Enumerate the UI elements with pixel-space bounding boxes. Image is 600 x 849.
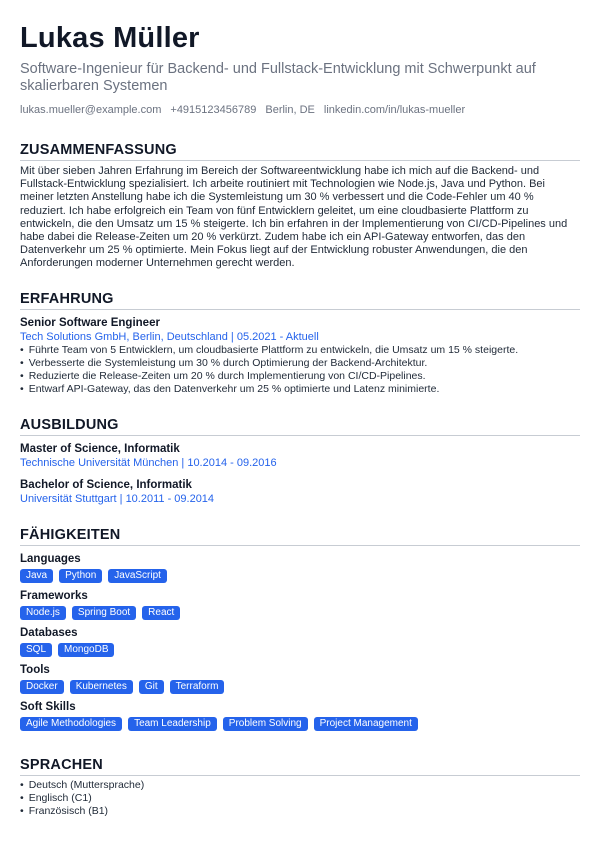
education-heading: AUSBILDUNG (20, 417, 580, 436)
job-bullets (20, 344, 580, 396)
contact-line (20, 104, 580, 116)
summary-heading: ZUSAMMENFASSUNG (20, 142, 580, 161)
skill-tags (20, 643, 580, 657)
job-bullet: • Verbesserte die Systemleistung um 30 % durch Optimierung der Backend-Architektur. (20, 357, 580, 370)
skill-category-name: Soft Skills (20, 700, 76, 713)
job-bullet: • Reduzierte die Release-Zeiten um 20 % durch Implementierung von CI/CD-Pipelines. (20, 370, 580, 383)
skill-category (20, 552, 580, 583)
experience-heading: ERFAHRUNG (20, 291, 580, 310)
skill-category-name: Frameworks (20, 589, 88, 602)
summary-section (20, 142, 580, 271)
skill-category-name: Languages (20, 552, 81, 565)
language-item: • Deutsch (Muttersprache) (20, 779, 580, 792)
skill-category (20, 700, 580, 731)
skill-tags (20, 606, 580, 620)
skill-tag: Terraform (170, 680, 225, 694)
candidate-name: Lukas Müller (20, 22, 200, 54)
skill-category-name: Tools (20, 663, 50, 676)
skill-tag: Docker (20, 680, 64, 694)
education-section (20, 417, 580, 506)
contact-linkedin[interactable]: linkedin.com/in/lukas-mueller (323, 104, 466, 116)
contact-email[interactable]: lukas.mueller@example.com (20, 104, 162, 116)
skills-heading: FÄHIGKEITEN (20, 527, 580, 546)
skill-tag: React (142, 606, 180, 620)
job-entry (20, 316, 580, 396)
skill-category (20, 626, 580, 657)
resume-header (20, 20, 580, 116)
language-item: • Englisch (C1) (20, 792, 580, 805)
language-list (20, 779, 580, 818)
skill-tag: SQL (20, 643, 52, 657)
job-bullet: • Führte Team von 5 Entwicklern, um cloudbasierte Plattform zu entwickeln, die Umsatz um 15 % steigerte. (20, 344, 580, 357)
skill-tag: Git (139, 680, 164, 694)
skill-tag: Python (59, 569, 102, 583)
skill-tag: Spring Boot (72, 606, 136, 620)
education-meta: Technische Universität München | 10.2014 - 09.2016 (20, 456, 277, 469)
skill-tag: Kubernetes (70, 680, 133, 694)
education-entry (20, 478, 580, 506)
languages-section (20, 757, 580, 818)
summary-text: Mit über sieben Jahren Erfahrung im Bereich der Softwareentwicklung habe ich mich auf die Backend- und Fullstack-Entwicklung spezialisiert. Ich arbeite routiniert mit Technologien wie Node.js, Java und Python. Bei meiner letzten Anstellung habe ich die Systemleistung um 30 % verbessert und die Code-Fehler um 40 % reduziert. Ich habe erfolgreich ein Team von fünf Entwicklern geleitet, um eine cloudbasierte Plattform zu entwickeln, die den Umsatz um 15 % steigerte. Ich bin erfahren in der Implementierung von CI/CD-Pipelines und habe dabei die Release-Zeiten um 20 % verkürzt. Zudem habe ich ein API-Gateway entworfen, das den Datenverkehr um 25 % optimierte. Mein Fokus liegt auf der Entwicklung robuster Anwendungen, die den Anforderungen moderner Unternehmen gerecht werden. (20, 165, 568, 270)
skill-tag: Node.js (20, 606, 66, 620)
education-entry (20, 442, 580, 470)
skill-tags (20, 569, 580, 583)
skill-tag: JavaScript (108, 569, 167, 583)
job-bullet: • Entwarf API-Gateway, das den Datenverkehr um 25 % optimierte und Latenz minimierte. (20, 383, 580, 396)
experience-section (20, 291, 580, 396)
skill-tags (20, 680, 580, 694)
skill-category (20, 589, 580, 620)
skill-tag: Team Leadership (128, 717, 217, 731)
education-degree: Bachelor of Science, Informatik (20, 478, 192, 491)
languages-heading: SPRACHEN (20, 757, 580, 776)
skill-tag: Project Management (314, 717, 418, 731)
job-meta: Tech Solutions GmbH, Berlin, Deutschland | 05.2021 - Aktuell (20, 330, 319, 343)
skill-tag: MongoDB (58, 643, 114, 657)
education-degree: Master of Science, Informatik (20, 442, 180, 455)
skill-tag: Problem Solving (223, 717, 308, 731)
skill-tag: Java (20, 569, 53, 583)
skill-category-name: Databases (20, 626, 78, 639)
candidate-subtitle: Software-Ingenieur für Backend- und Fullstack-Entwicklung mit Schwerpunkt auf skalierbaren Systemen (20, 61, 536, 94)
job-title: Senior Software Engineer (20, 316, 160, 329)
contact-phone[interactable]: +4915123456789 (170, 104, 257, 116)
skill-tag: Agile Methodologies (20, 717, 122, 731)
skill-category (20, 663, 580, 694)
contact-location: Berlin, DE (265, 104, 315, 116)
education-meta: Universität Stuttgart | 10.2011 - 09.2014 (20, 492, 215, 505)
skill-tags (20, 717, 580, 731)
skills-section (20, 527, 580, 731)
language-item: • Französisch (B1) (20, 805, 580, 818)
